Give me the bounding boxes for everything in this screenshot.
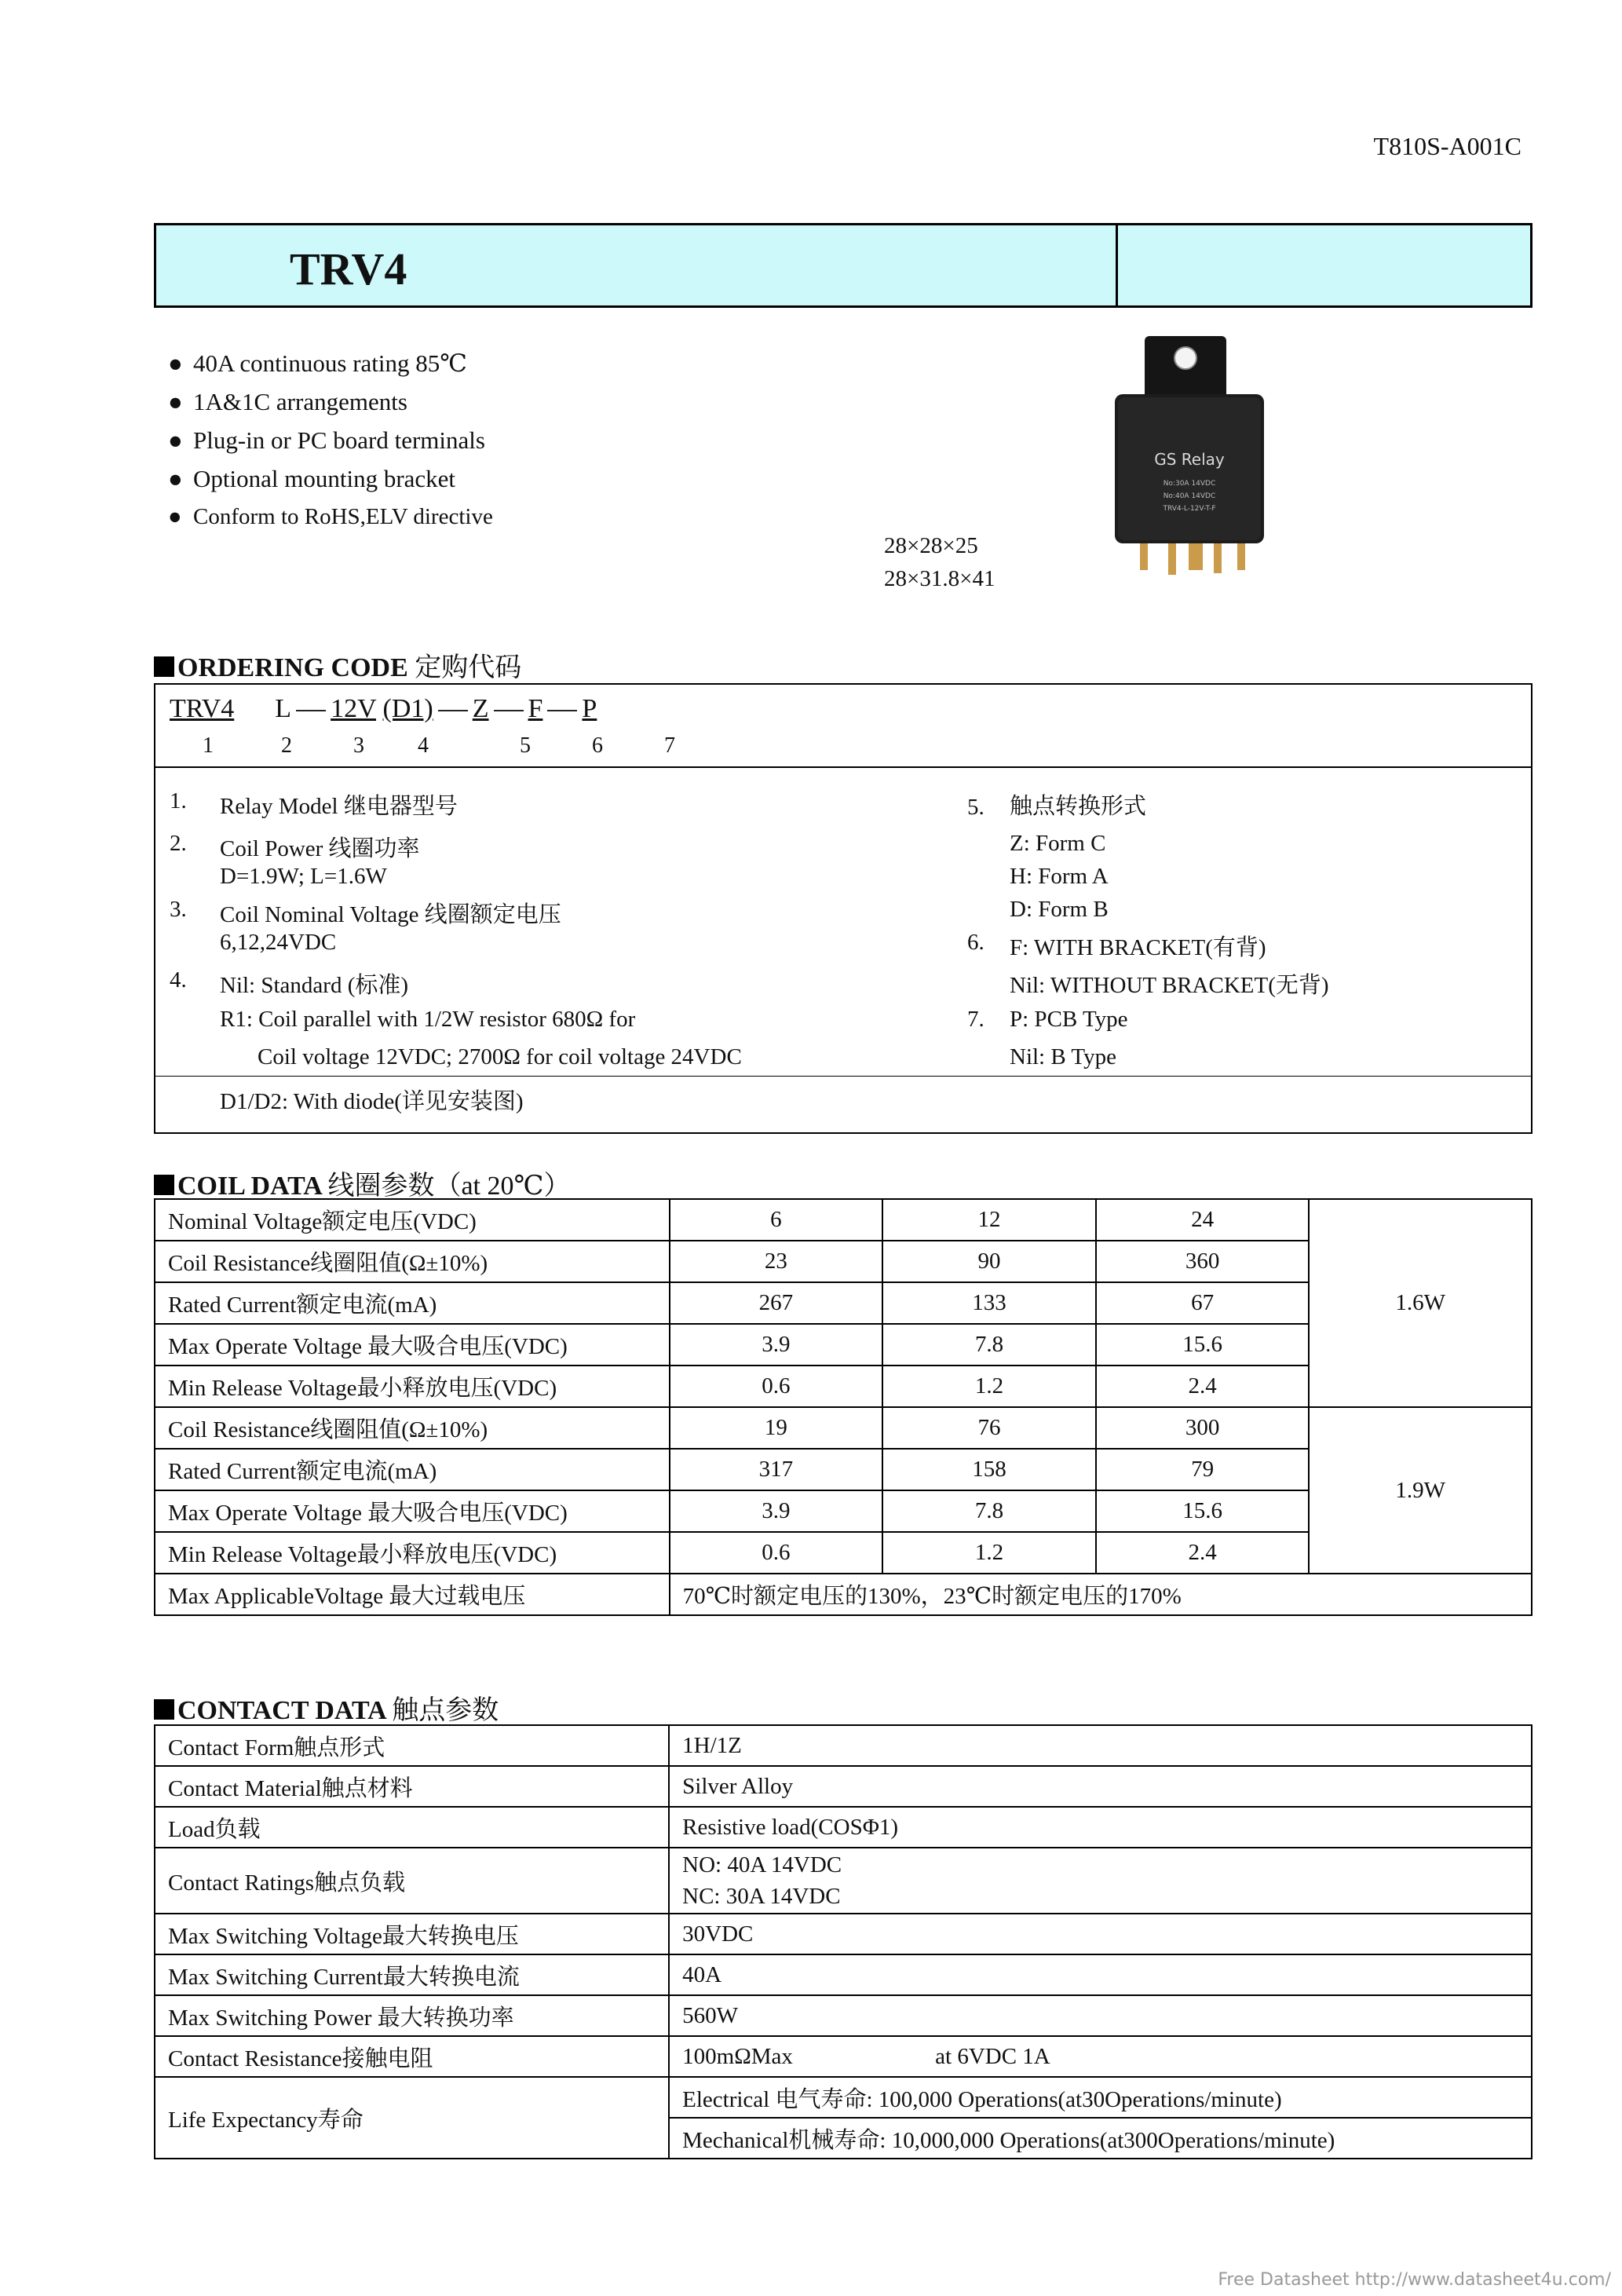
- cell: 67: [1096, 1282, 1310, 1324]
- cell: 1.2: [882, 1366, 1096, 1407]
- cell: [669, 2036, 1532, 2077]
- cell: [669, 1848, 1532, 1914]
- position-number: 7: [664, 733, 675, 758]
- cell: Silver Alloy: [669, 1766, 1532, 1807]
- table-row: [155, 1199, 1532, 1241]
- row-label: Rated Current额定电流(mA): [155, 1449, 670, 1490]
- ordering-item: R1: Coil parallel with 1/2W resistor 680Ω for: [220, 1007, 636, 1032]
- cell: 317: [670, 1449, 883, 1490]
- table-row: [155, 2036, 1532, 2077]
- row-label: Max Operate Voltage 最大吸合电压(VDC): [155, 1490, 670, 1532]
- cell: Mechanical机械寿命: 10,000,000 Operations(at300Operations/minute): [669, 2118, 1532, 2159]
- ordering-item: F: WITH BRACKET(有背): [1010, 935, 1266, 960]
- row-label: Contact Resistance接触电阻: [155, 2036, 669, 2077]
- row-label: Min Release Voltage最小释放电压(VDC): [155, 1366, 670, 1407]
- position-number: 3: [353, 733, 364, 758]
- ordering-item: Z: Form C: [1010, 831, 1106, 856]
- position-number: 6: [592, 733, 603, 758]
- row-label: Max Switching Voltage最大转换电压: [155, 1914, 669, 1954]
- ratings-nc: NC: 30A 14VDC: [682, 1884, 841, 1909]
- ordering-num: 4.: [170, 967, 187, 993]
- footer-watermark: Free Datasheet http://www.datasheet4u.com/: [1218, 2270, 1611, 2290]
- row-label: Rated Current额定电流(mA): [155, 1282, 670, 1324]
- cell: 30VDC: [669, 1914, 1532, 1954]
- cell: 6: [670, 1199, 883, 1241]
- table-row: [155, 1807, 1532, 1848]
- ordering-item: D1/D2: With diode(详见安装图): [220, 1089, 524, 1114]
- relay-photo: [1099, 331, 1272, 590]
- cell: 2.4: [1096, 1366, 1310, 1407]
- relay-label-2: No:40A 14VDC: [1163, 492, 1216, 500]
- ordering-code-box: [154, 683, 1532, 1134]
- position-number: 5: [520, 733, 531, 758]
- row-label: Contact Material触点材料: [155, 1766, 669, 1807]
- position-number: 4: [418, 733, 429, 758]
- ordering-item: 6,12,24VDC: [220, 930, 337, 955]
- cell: 15.6: [1096, 1490, 1310, 1532]
- coil-power-cell: 1.9W: [1309, 1407, 1532, 1574]
- ordering-item: D=1.9W; L=1.6W: [220, 864, 387, 889]
- ordering-item: Nil: B Type: [1010, 1044, 1116, 1069]
- cell: 3.9: [670, 1324, 883, 1366]
- cell: 7.8: [882, 1490, 1096, 1532]
- coil-power-cell: 1.6W: [1309, 1199, 1532, 1407]
- cell: 360: [1096, 1241, 1310, 1282]
- ordering-item: Nil: WITHOUT BRACKET(无背): [1010, 973, 1329, 998]
- cell: 0.6: [670, 1532, 883, 1574]
- cell: Electrical 电气寿命: 100,000 Operations(at30Operations/minute): [669, 2077, 1532, 2118]
- feature-item: ● 40A continuous rating 85℃: [168, 349, 467, 377]
- ordering-item: Coil Nominal Voltage 线圈额定电压: [220, 902, 561, 927]
- position-number: 1: [203, 733, 214, 758]
- ordering-item: Coil voltage 12VDC; 2700Ω for coil voltage 24VDC: [258, 1044, 742, 1069]
- row-label: Life Expectancy寿命: [155, 2077, 669, 2159]
- row-label: Max Switching Current最大转换电流: [155, 1954, 669, 1995]
- title-box: [154, 223, 1532, 308]
- row-label: Contact Form触点形式: [155, 1725, 669, 1766]
- table-row: [155, 1995, 1532, 2036]
- position-number: 2: [281, 733, 292, 758]
- table-row: [155, 1766, 1532, 1807]
- cell: 267: [670, 1282, 883, 1324]
- table-row: [155, 1914, 1532, 1954]
- relay-label-3: TRV4-L-12V-T-F: [1163, 505, 1216, 513]
- ordering-item: 触点转换形式: [1010, 794, 1147, 819]
- cell: 79: [1096, 1449, 1310, 1490]
- ordering-code-example: TRV4 L 12V (D1) Z F P: [170, 694, 597, 723]
- ordering-num: 7.: [967, 1007, 985, 1032]
- relay-label-1: No:30A 14VDC: [1163, 480, 1216, 488]
- feature-list: [168, 344, 493, 536]
- resistance-condition: at 6VDC 1A: [935, 2043, 1050, 2069]
- cell: 3.9: [670, 1490, 883, 1532]
- cell: 90: [882, 1241, 1096, 1282]
- ordering-divider-bottom: [155, 1076, 1531, 1077]
- ordering-item: Nil: Standard (标准): [220, 973, 409, 998]
- row-label: Nominal Voltage额定电压(VDC): [155, 1199, 670, 1241]
- relay-brand: GS Relay: [1154, 450, 1225, 469]
- table-row: [155, 1848, 1532, 1914]
- product-title: TRV4: [290, 243, 407, 294]
- table-row: [155, 1574, 1532, 1615]
- feature-item: ● Conform to RoHS,ELV directive: [168, 504, 493, 529]
- ordering-code-heading: ORDERING CODE 定购代码: [154, 645, 521, 684]
- row-label: Coil Resistance线圈阻值(Ω±10%): [155, 1241, 670, 1282]
- ordering-num: 6.: [967, 930, 985, 955]
- cell: 1.2: [882, 1532, 1096, 1574]
- row-label: Max Switching Power 最大转换功率: [155, 1995, 669, 2036]
- row-label: Max Operate Voltage 最大吸合电压(VDC): [155, 1324, 670, 1366]
- ordering-item: Coil Power 线圈功率: [220, 836, 420, 861]
- ordering-num: 1.: [170, 788, 187, 813]
- table-row: [155, 1954, 1532, 1995]
- cell: 7.8: [882, 1324, 1096, 1366]
- cell: 158: [882, 1449, 1096, 1490]
- cell: 15.6: [1096, 1324, 1310, 1366]
- cell: 24: [1096, 1199, 1310, 1241]
- dimensions: [884, 529, 995, 595]
- cell: 40A: [669, 1954, 1532, 1995]
- cell: 19: [670, 1407, 883, 1449]
- ordering-num: 2.: [170, 831, 187, 856]
- ordering-item: P: PCB Type: [1010, 1007, 1128, 1032]
- ordering-item: D: Form B: [1010, 897, 1109, 922]
- feature-item: ● Plug-in or PC board terminals: [168, 426, 485, 454]
- feature-item: ● 1A&1C arrangements: [168, 388, 407, 415]
- row-label: Contact Ratings触点负载: [155, 1848, 669, 1914]
- ordering-divider: [155, 766, 1531, 768]
- cell: 70℃时额定电压的130%，23℃时额定电压的170%: [670, 1574, 1532, 1615]
- cell: 12: [882, 1199, 1096, 1241]
- coil-data-table: [154, 1198, 1532, 1616]
- dimension-large: 28×31.8×41: [884, 566, 995, 591]
- contact-data-heading: CONTACT DATA 触点参数: [154, 1688, 499, 1727]
- cell: 133: [882, 1282, 1096, 1324]
- row-label: Coil Resistance线圈阻值(Ω±10%): [155, 1407, 670, 1449]
- cell: 300: [1096, 1407, 1310, 1449]
- cell: 76: [882, 1407, 1096, 1449]
- ordering-num: 5.: [967, 795, 985, 820]
- ordering-num: 3.: [170, 897, 187, 922]
- row-label: Min Release Voltage最小释放电压(VDC): [155, 1532, 670, 1574]
- resistance-value: 100mΩMax: [682, 2043, 793, 2069]
- title-divider: [1116, 225, 1118, 305]
- feature-item: ● Optional mounting bracket: [168, 465, 456, 492]
- table-row: [155, 1407, 1532, 1449]
- contact-data-table: [154, 1724, 1532, 2159]
- cell: 560W: [669, 1995, 1532, 2036]
- ordering-item: Relay Model 继电器型号: [220, 794, 458, 819]
- row-label: Max ApplicableVoltage 最大过载电压: [155, 1574, 670, 1615]
- table-row: [155, 2077, 1532, 2118]
- ordering-item: H: Form A: [1010, 864, 1109, 889]
- cell: 0.6: [670, 1366, 883, 1407]
- dimension-small: 28×28×25: [884, 533, 978, 558]
- cell: 2.4: [1096, 1532, 1310, 1574]
- cell: 1H/1Z: [669, 1725, 1532, 1766]
- coil-data-heading: COIL DATA 线圈参数（at 20℃）: [154, 1164, 571, 1202]
- table-row: [155, 1725, 1532, 1766]
- document-number: T810S-A001C: [1373, 132, 1522, 160]
- row-label: Load负载: [155, 1807, 669, 1848]
- ratings-no: NO: 40A 14VDC: [682, 1852, 842, 1877]
- cell: 23: [670, 1241, 883, 1282]
- cell: Resistive load(COSΦ1): [669, 1807, 1532, 1848]
